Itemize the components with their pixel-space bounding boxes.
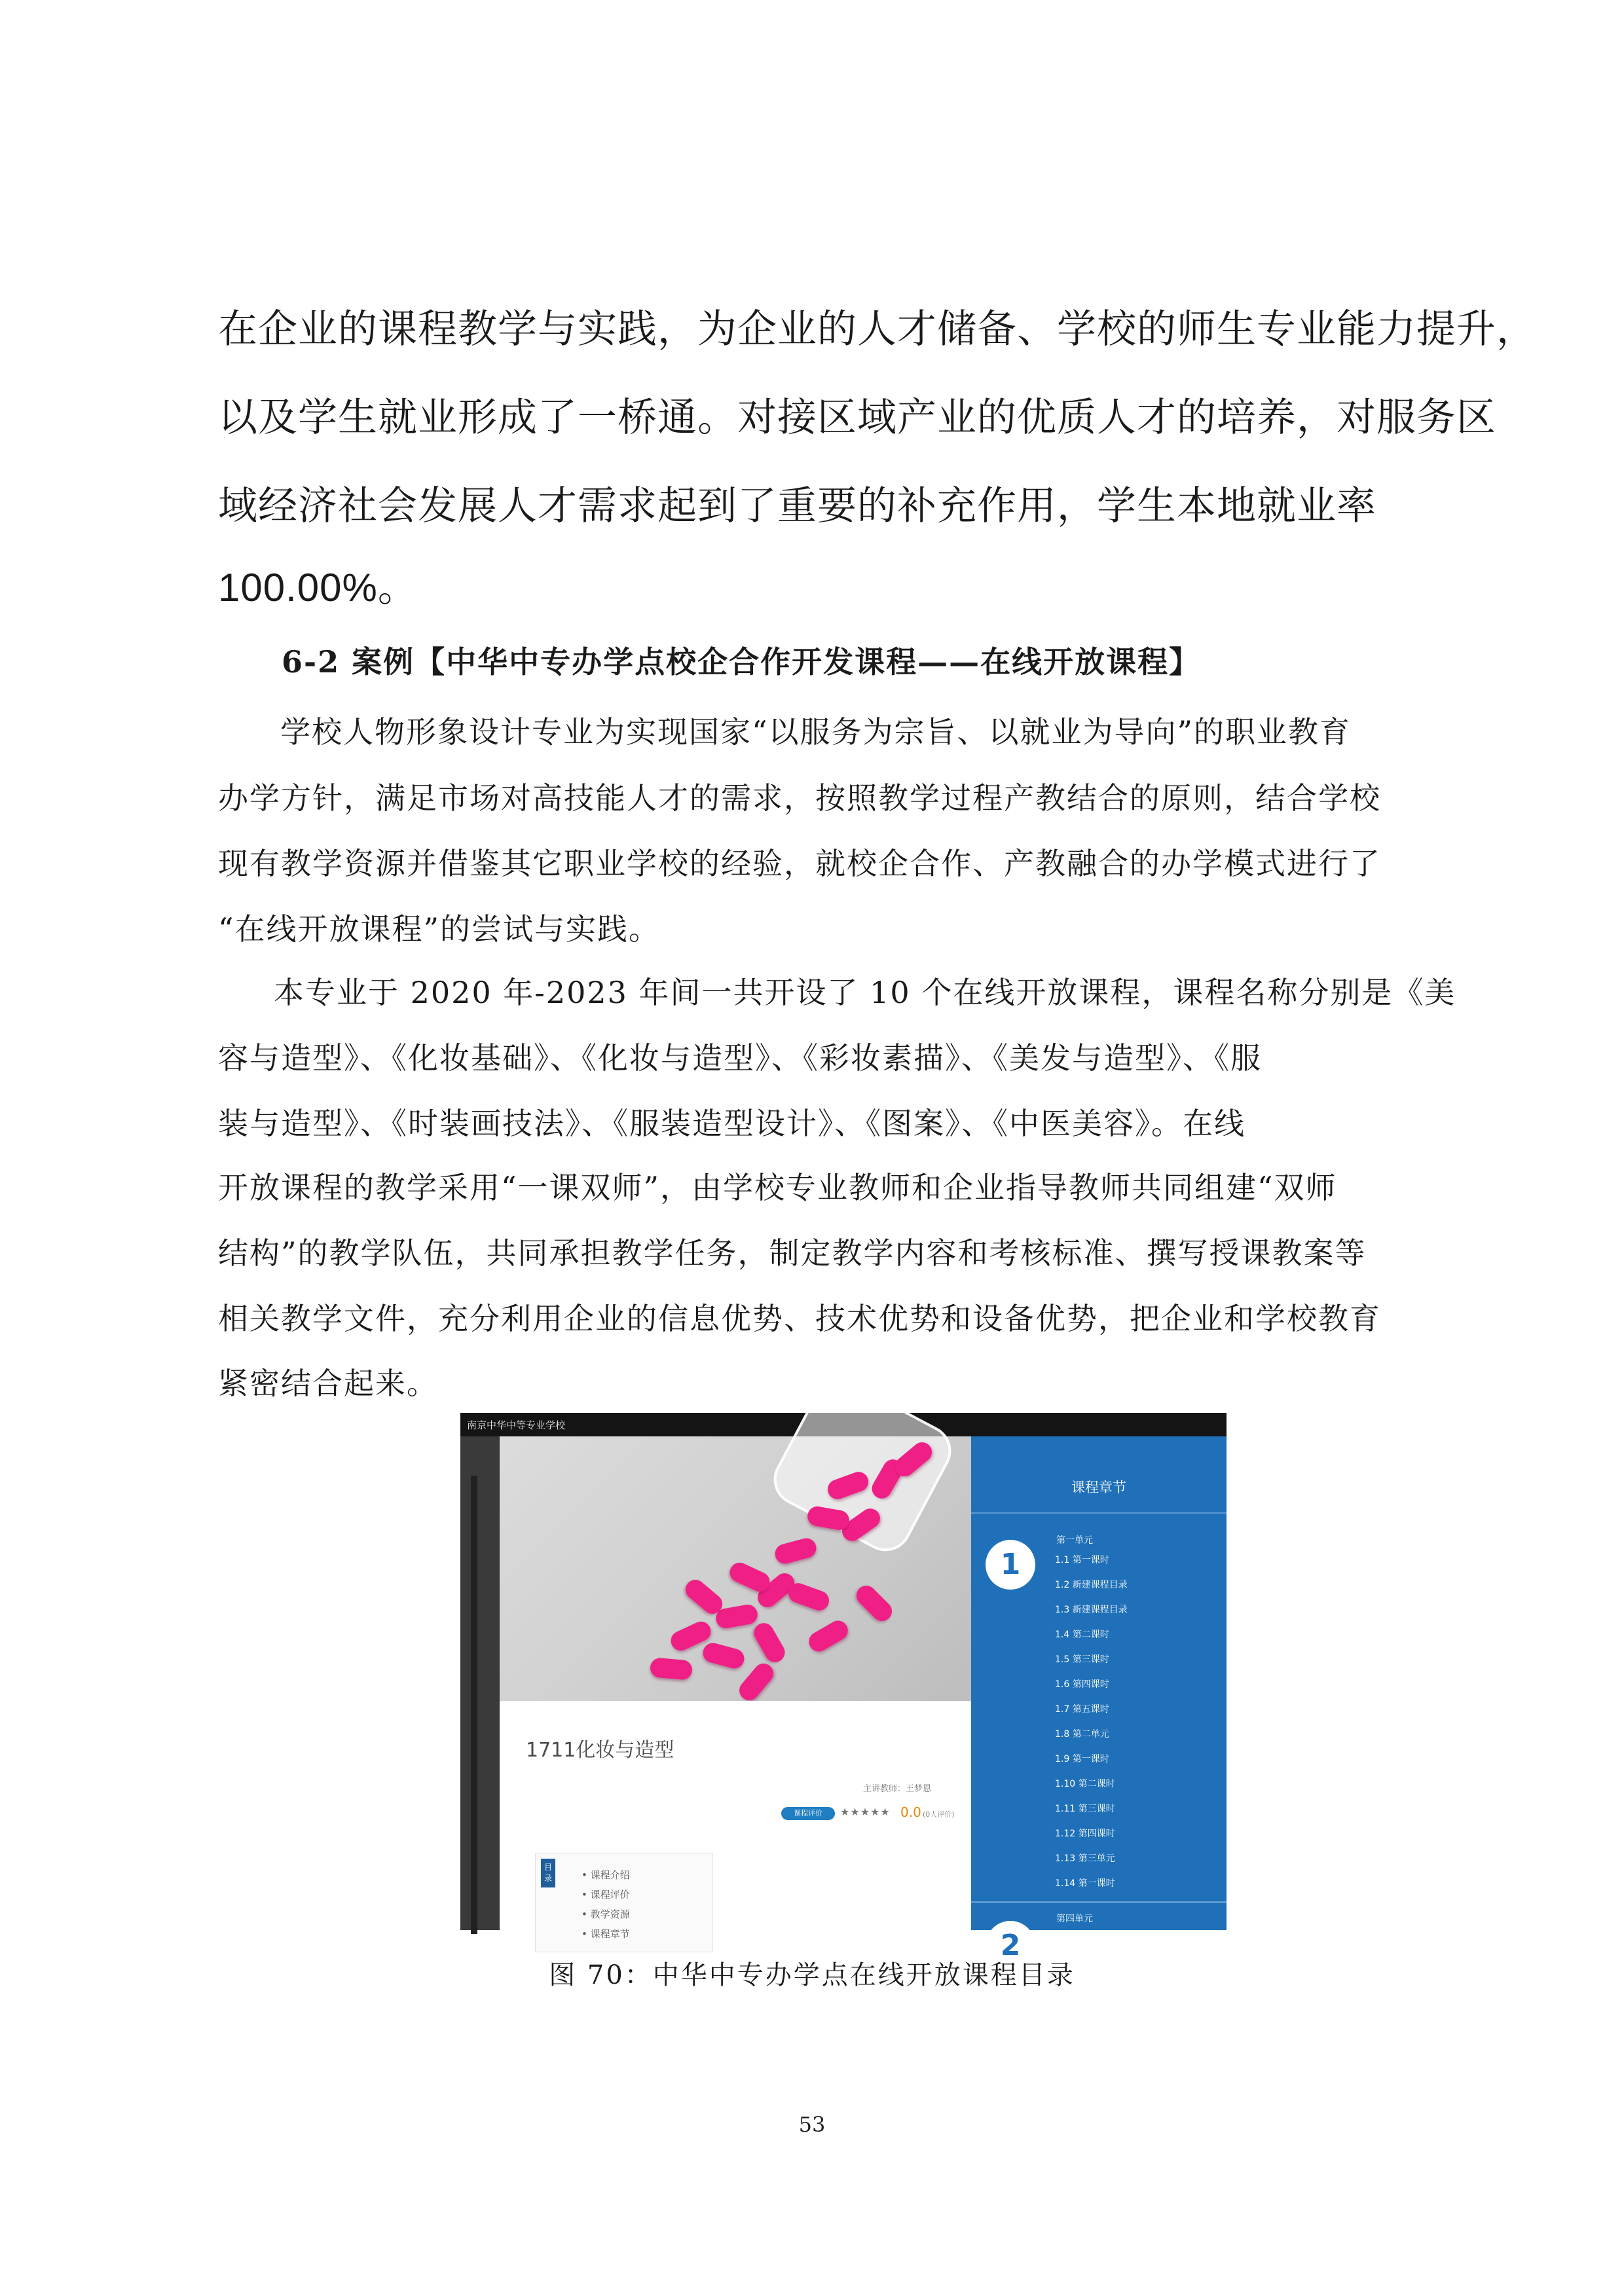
- lesson-link[interactable]: 1.12 第四课时: [1055, 1829, 1115, 1839]
- course-info-card: [500, 1701, 971, 1940]
- left-rail: [460, 1436, 500, 1930]
- pill-illustration: [650, 1657, 693, 1680]
- school-name: 南京中华中等专业学校: [467, 1419, 566, 1431]
- text-line: 学校人物形象设计专业为实现国家“以服务为宗旨、以就业为导向”的职业教育: [280, 714, 1352, 750]
- lesson-link[interactable]: 1.1 第一课时: [1055, 1555, 1109, 1565]
- pill-illustration: [701, 1641, 747, 1671]
- divider: [971, 1512, 1227, 1514]
- pill-illustration: [750, 1620, 788, 1666]
- unit-number-badge: 1: [986, 1540, 1035, 1590]
- menu-item-chapters[interactable]: • 课程章节: [581, 1928, 630, 1940]
- chapter-sidebar: [971, 1436, 1227, 1962]
- menu-item-intro[interactable]: • 课程介绍: [581, 1869, 630, 1881]
- lesson-link[interactable]: 1.3 新建课程目录: [1055, 1605, 1128, 1615]
- pill-illustration: [805, 1617, 851, 1655]
- lesson-link[interactable]: 1.4 第二课时: [1055, 1630, 1109, 1640]
- pill-illustration: [786, 1580, 832, 1613]
- text-line: 现有教学资源并借鉴其它职业学校的经验，就校企合作、产教融合的办学模式进行了: [218, 846, 1381, 881]
- unit-name[interactable]: 第一单元: [1056, 1535, 1093, 1546]
- pill-illustration: [727, 1559, 773, 1595]
- figure-caption: 图 70：中华中专办学点在线开放课程目录: [549, 1960, 1075, 1990]
- case-heading: 6-2 案例【中华中专办学点校企合作开发课程——在线开放课程】: [282, 644, 1201, 680]
- text-line: 在企业的课程教学与实践，为企业的人才储备、学校的师生专业能力提升，: [218, 306, 1536, 352]
- pill-illustration: [773, 1536, 819, 1566]
- sidebar-title: 课程章节: [1071, 1480, 1126, 1495]
- pill-illustration: [735, 1660, 777, 1704]
- course-main-panel: [500, 1436, 971, 1940]
- lesson-link[interactable]: 1.11 第三课时: [1055, 1804, 1115, 1814]
- lesson-link[interactable]: 1.7 第五课时: [1055, 1704, 1109, 1715]
- rating-count: (0人评价): [923, 1810, 955, 1819]
- lesson-link[interactable]: 1.14 第一课时: [1055, 1878, 1115, 1889]
- text-line: 相关教学文件，充分利用企业的信息优势、技术优势和设备优势，把企业和学校教育: [218, 1301, 1381, 1336]
- page-number: 53: [798, 2112, 826, 2137]
- text-line: 结构”的教学队伍，共同承担教学任务，制定教学内容和考核标准、撰写授课教案等: [218, 1235, 1367, 1271]
- text-line: 开放课程的教学采用“一课双师”，由学校专业教师和企业指导教师共同组建“双师: [218, 1170, 1337, 1205]
- rating-button[interactable]: 课程评价: [781, 1807, 835, 1820]
- text-line: 域经济社会发展人才需求起到了重要的补充作用，学生本地就业率: [218, 483, 1376, 529]
- lesson-link[interactable]: 1.6 第四课时: [1055, 1679, 1109, 1690]
- text-line: “在线开放课程”的尝试与实践。: [218, 911, 661, 947]
- menu-item-rating[interactable]: • 课程评价: [581, 1889, 630, 1901]
- lesson-link[interactable]: 1.2 新建课程目录: [1055, 1580, 1128, 1590]
- lesson-link[interactable]: 1.13 第三单元: [1055, 1853, 1115, 1864]
- unit-name[interactable]: 第四单元: [1056, 1914, 1093, 1924]
- text-line: 本专业于 2020 年-2023 年间一共开设了 10 个在线开放课程，课程名称分别是《美: [274, 975, 1456, 1010]
- scrollbar[interactable]: [471, 1476, 477, 1934]
- lesson-link[interactable]: 1.5 第三课时: [1055, 1654, 1109, 1665]
- toc-tab[interactable]: 目录: [541, 1859, 555, 1887]
- lesson-link[interactable]: 1.10 第二课时: [1055, 1779, 1115, 1789]
- text-line: 容与造型》、《化妆基础》、《化妆与造型》、《彩妆素描》、《美发与造型》、《服: [218, 1040, 1262, 1076]
- text-line: 办学方针，满足市场对高技能人才的需求，按照教学过程产教结合的原则，结合学校: [218, 780, 1381, 816]
- rating-score: 0.0: [900, 1804, 921, 1820]
- unit-number-badge: 2: [986, 1921, 1035, 1971]
- pill-illustration: [853, 1582, 896, 1625]
- lesson-link[interactable]: 1.8 第二单元: [1055, 1729, 1109, 1740]
- course-cover-image: [500, 1436, 971, 1701]
- divider: [971, 1901, 1227, 1903]
- course-page-screenshot: [460, 1413, 1227, 1962]
- text-line: 100.00%。: [218, 566, 418, 610]
- teacher-label: 主讲教师：王梦恩: [863, 1784, 932, 1794]
- menu-item-resources[interactable]: • 教学资源: [581, 1908, 630, 1920]
- course-title: 1711化妆与造型: [526, 1739, 674, 1762]
- text-line: 装与造型》、《时装画技法》、《服装造型设计》、《图案》、《中医美容》。在线: [218, 1106, 1246, 1141]
- text-line: 以及学生就业形成了一桥通。对接区域产业的优质人才的培养，对服务区: [218, 395, 1496, 441]
- star-rating[interactable]: ★★★★★: [840, 1806, 891, 1818]
- lesson-link[interactable]: 1.9 第一课时: [1055, 1754, 1109, 1764]
- course-menu: [535, 1853, 713, 1952]
- text-line: 紧密结合起来。: [218, 1366, 438, 1401]
